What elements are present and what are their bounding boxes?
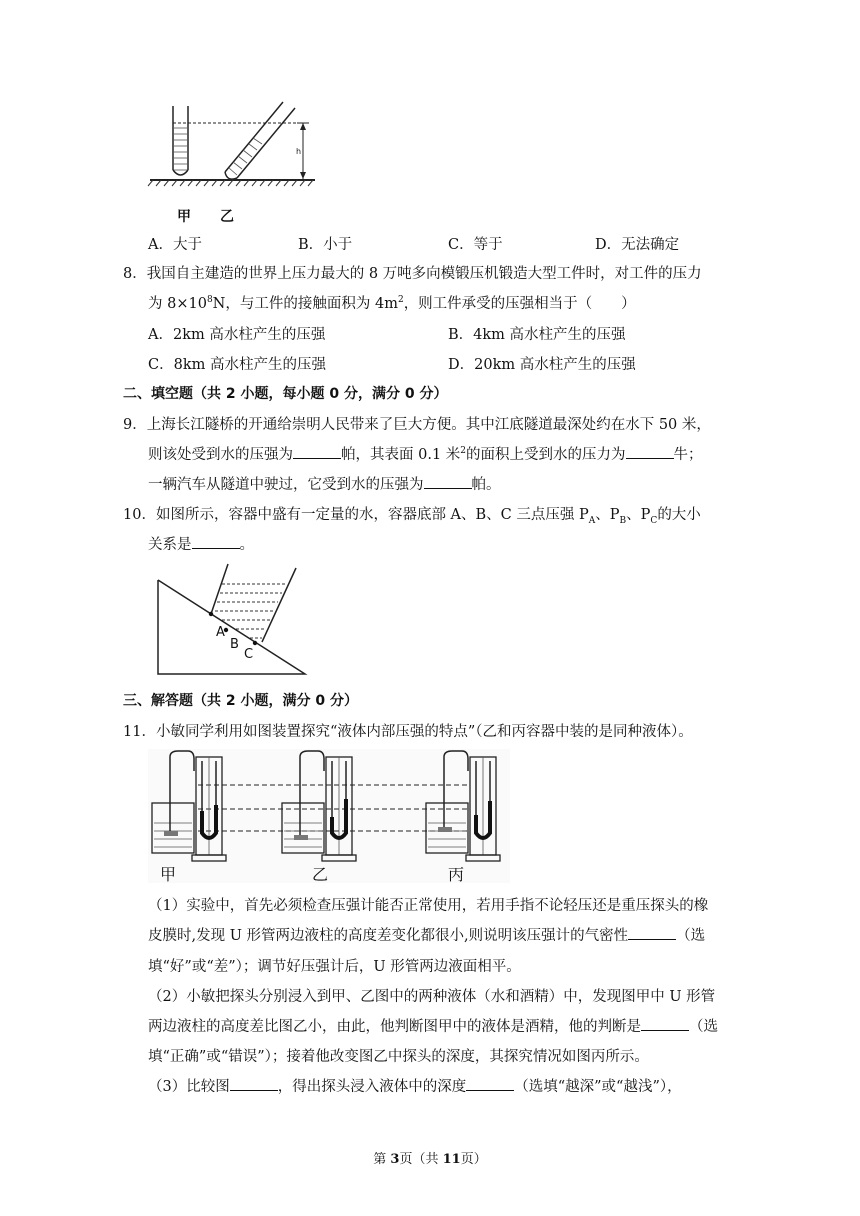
q9-line1: 9．上海长江隧桥的开通给崇明人民带来了巨大方便。其中江底隧道最深处约在水下 50 米，	[123, 417, 711, 433]
h-label: h	[296, 147, 302, 156]
q11-p1-line1: （1）实验中，首先必须检查压强计能否正常使用，若用手指不论轻压还是重压探头的橡	[148, 898, 709, 914]
fig-label-yi: 乙	[220, 209, 234, 225]
q8-option-a[interactable]: A．2km 高水柱产生的压强	[148, 327, 326, 343]
page-total: 11	[442, 1152, 461, 1167]
q9-blank-1[interactable]	[293, 444, 341, 459]
q9-blank-2[interactable]	[626, 444, 674, 459]
q8-option-b[interactable]: B．4km 高水柱产生的压强	[448, 327, 626, 343]
fig-label-jia: 甲	[177, 209, 191, 225]
q8-option-d[interactable]: D．20km 高水柱产生的压强	[448, 357, 636, 373]
page-number: 3	[390, 1152, 400, 1167]
point-a-label: A	[216, 625, 225, 640]
gauge-label-jia: 甲	[160, 865, 177, 884]
q11-blank-4[interactable]	[466, 1076, 514, 1091]
page-footer: 第 3页（共 11页）	[373, 1152, 487, 1167]
q8-line2: 为 $8\times 10^8N$，与工件的接触面积为 $4m^2$，则工件承受的压强相当于（ ）	[148, 295, 636, 312]
q11-line1: 11．小敏同学利用如图装置探究“液体内部压强的特点”（乙和丙容器中装的是同种液体）。	[123, 724, 693, 740]
q7-option-b[interactable]: B．小于	[298, 237, 353, 253]
q11-p1-line3: 填“好”或“差”）；调节好压强计后，U 形管两边液面相平。	[148, 959, 521, 975]
point-b-label: B	[230, 637, 239, 652]
q7-option-c[interactable]: C．等于	[448, 237, 503, 253]
point-c-label: C	[244, 647, 254, 662]
q11-blank-1[interactable]	[628, 925, 676, 940]
q10-line1: 10．如图所示，容器中盛有一定量的水，容器底部 A、B、C 三点压强 $P_A$、$P_B$、$P_C$的大小	[123, 507, 701, 526]
q9-blank-3[interactable]	[424, 474, 472, 489]
q11-blank-3[interactable]	[230, 1076, 278, 1091]
q10-line2: 关系是 。	[148, 533, 254, 554]
gauge-label-yi: 乙	[312, 865, 329, 884]
section-heading-answer: 三、解答题（共 2 小题，满分 0 分）	[123, 693, 358, 709]
q7-option-d[interactable]: D．无法确定	[595, 237, 680, 253]
q11-p3-line1: （3）比较图 ，得出探头浸入液体中的深度 （选填“越深”或“越浅”），	[148, 1075, 682, 1096]
q11-p2-line3: 填“正确”或“错误”）；接着他改变图乙中探头的深度，其探究情况如图丙所示。	[148, 1049, 649, 1065]
q10-blank[interactable]	[192, 534, 240, 549]
q11-p2-line1: （2）小敏把探头分别浸入到甲、乙图中的两种液体（水和酒精）中，发现图甲中 U 形管	[148, 989, 716, 1005]
q8-line1: 8．我国自主建造的世界上压力最大的 8 万吨多向模锻压机锻造大型工件时，对工件的压力	[123, 266, 702, 282]
gauge-label-bing: 丙	[448, 865, 465, 884]
section-heading-fill-blank: 二、填空题（共 2 小题，每小题 0 分，满分 0 分）	[123, 386, 448, 402]
q9-line2: 则该处受到水的压强为 帕，其表面 0.1 米$^2$的面积上受到水的压力为 牛；	[148, 443, 703, 464]
q11-p2-line2: 两边液柱的高度差比图乙小，由此，他判断图甲中的液体是酒精，他的判断是 （选	[148, 1015, 718, 1036]
q11-p1-line2: 皮膜时,发现 U 形管两边液柱的高度差变化都很小,则说明该压强计的气密性 （选	[148, 924, 705, 945]
q7-option-a[interactable]: A．大于	[148, 237, 202, 253]
q11-blank-2[interactable]	[641, 1016, 689, 1031]
wedge-container-figure	[150, 562, 312, 680]
q9-line3: 一辆汽车从隧道中驶过，它受到水的压强为 帕。	[148, 473, 501, 494]
q8-option-c[interactable]: C．8km 高水柱产生的压强	[148, 357, 326, 373]
